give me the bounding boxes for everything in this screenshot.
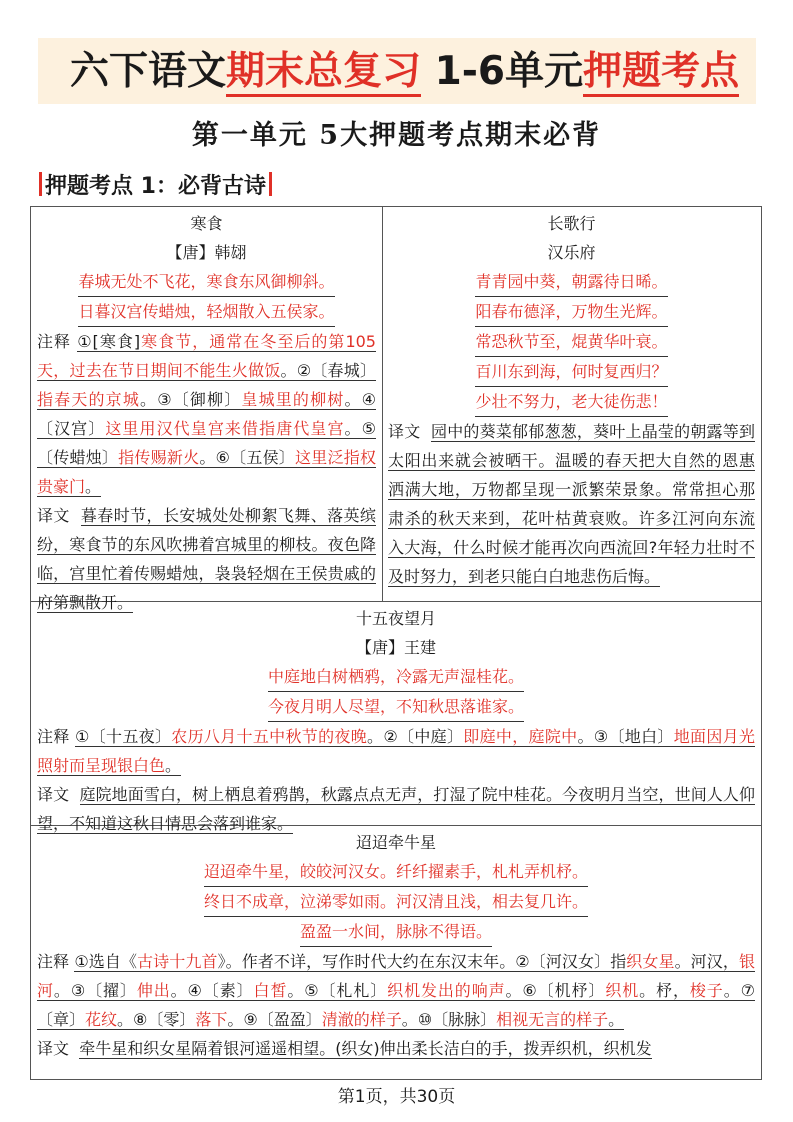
translation-text: 庭院地面雪白，树上栖息着鸦鹊，秋露点点无声，打湿了院中桂花。今夜明月当空，世间人人仰望，不知道这秋日情思会落到谁家。 (37, 785, 755, 833)
note-term: 。⑩〔脉脉〕 (401, 1010, 497, 1029)
note-term: 。⑨〔盈盈〕 (227, 1010, 322, 1029)
note-term: 。②〔春城〕 (280, 361, 376, 380)
note-term: 。③〔擢〕 (53, 981, 137, 1000)
poem-notes (37, 947, 755, 1034)
poem-translation (37, 1034, 755, 1063)
page-title (70, 44, 739, 100)
notes-label: 注释 (37, 332, 72, 351)
title-part-4: 押题考点 (583, 49, 739, 97)
translation-label: 译文 (37, 785, 70, 804)
note-answer: 相视无言的样子 (496, 1010, 609, 1029)
note-answer: 古诗十九首 (137, 952, 218, 971)
note-term: 。③〔御柳〕 (140, 390, 242, 409)
note-answer: 落下 (195, 1010, 228, 1029)
poem-line: 常恐秋节至，焜黄华叶衰。 (475, 327, 667, 357)
note-answer: 织女星 (626, 952, 675, 971)
note-term: 。 (85, 477, 102, 496)
translation-label: 译文 (37, 1039, 70, 1058)
poem-line: 盈盈一水间，脉脉不得语。 (300, 917, 492, 947)
translation-text: 牵牛星和织女星隔着银河遥遥相望。(织女)伸出柔长洁白的手，拨弄织机，织机发 (79, 1039, 652, 1058)
note-answer: 皇城里的柳树 (241, 390, 345, 409)
title-part-3: 1-6单元 (421, 49, 584, 94)
translation-label: 译文 (37, 506, 70, 525)
poem-line: 日暮汉宫传蜡烛，轻烟散入五侯家。 (78, 297, 334, 327)
translation-text: 园中的葵菜郁郁葱葱，葵叶上晶莹的朝露等到太阳出来就会被晒干。温暖的春天把大自然的恩惠洒满大地，万物都呈现一派繁荣景象。常常担心那肃杀的秋天来到，花叶枯黄衰败。许多江河向东流入大海，什么时候才能再次向西流回?年轻力壮时不及时努力，到老只能白白地悲伤后悔。 (388, 422, 755, 586)
section-label: 押题考点 1：必背古诗 (45, 174, 266, 199)
section-bar-right (269, 172, 272, 196)
poem-line: 迢迢牵牛星，皎皎河汉女。纤纤擢素手，札札弄机杼。 (204, 857, 588, 887)
note-answer: 寒食节，通常在冬至后的第105天，过去在节日期间不能生火做饭 (37, 332, 376, 380)
note-term: 。②〔中庭〕 (367, 727, 464, 746)
poem-cell-changgexing (388, 209, 755, 591)
note-answer: 白皙 (253, 981, 288, 1000)
notes-label: 注释 (37, 727, 70, 746)
note-answer: 指春天的京城 (37, 390, 141, 409)
note-answer: 银河 (37, 952, 755, 1000)
note-answer: 地面因月光照射而呈现银白色 (37, 727, 755, 775)
poem-cell-shiwuye (37, 604, 755, 838)
poem-line: 中庭地白树栖鸦，冷露无声湿桂花。 (268, 662, 524, 692)
note-term: 。 (608, 1010, 625, 1029)
note-term: 。③〔地白〕 (577, 727, 674, 746)
poem-line: 阳春布德泽，万物生光辉。 (475, 297, 667, 327)
note-term: 。 (165, 756, 182, 775)
title-part-1: 六下语文 (70, 49, 227, 94)
note-term: 。④〔汉宫〕 (37, 390, 376, 438)
poem-line: 青青园中葵，朝露待日晞。 (475, 267, 667, 297)
note-term: 。⑤〔札札〕 (287, 981, 388, 1000)
poem-cell-hanshi (37, 209, 376, 617)
poem-title: 寒食 (190, 214, 223, 233)
note-term: 。⑦〔章〕 (37, 981, 755, 1029)
poem-author: 【唐】韩翃 (166, 243, 247, 262)
note-term: ①选自《 (74, 952, 138, 971)
unit-subtitle: 第一单元 5大押题考点期末必背 (191, 120, 602, 151)
poem-table (30, 206, 762, 1080)
poem-line: 今夜月明人尽望，不知秋思落谁家。 (268, 692, 524, 722)
translation-label: 译文 (388, 422, 421, 441)
column-divider (382, 207, 383, 601)
translation-text: 暮春时节，长安城处处柳絮飞舞、落英缤纷，寒食节的东风吹拂着宫城里的柳枝。夜色降临，宫里忙着传赐蜡烛，袅袅轻烟在王侯贵戚的府第飘散开。 (37, 506, 376, 612)
note-answer: 这里用汉代皇宫来借指唐代皇宫 (105, 419, 345, 438)
note-answer: 清澈的样子 (321, 1010, 402, 1029)
section-bar-left (39, 172, 42, 196)
poem-line: 少壮不努力，老大徒伤悲！ (475, 387, 667, 417)
note-term: ①〔十五夜〕 (75, 727, 172, 746)
note-answer: 花纹 (85, 1010, 118, 1029)
poem-notes (37, 327, 376, 501)
note-term: 。⑧〔零〕 (117, 1010, 196, 1029)
note-answer: 伸出 (136, 981, 171, 1000)
note-answer: 梭子 (689, 981, 724, 1000)
page-number: 第1页，共30页 (337, 1087, 456, 1107)
note-answer: 即庭中，庭院中 (463, 727, 578, 746)
note-answer: 指传赐新火 (118, 448, 200, 467)
poem-author: 【唐】王建 (355, 638, 436, 657)
note-answer: 织机发出的响声 (387, 981, 506, 1000)
poem-author: 汉乐府 (547, 243, 596, 262)
note-term: 。⑥〔机杼〕 (505, 981, 606, 1000)
poem-notes (37, 722, 755, 780)
section-heading (36, 170, 275, 204)
note-term: 。⑤〔传蜡烛〕 (37, 419, 376, 467)
title-part-2: 期末总复习 (226, 49, 421, 97)
note-term: 。杼， (639, 981, 690, 1000)
poem-line: 春城无处不飞花，寒食东风御柳斜。 (78, 267, 334, 297)
note-term: 》。作者不详，写作时代大约在东汉末年。②〔河汉女〕指 (217, 952, 627, 971)
note-answer: 农历八月十五中秋节的夜晚 (171, 727, 368, 746)
notes-label: 注释 (37, 952, 70, 971)
note-answer: 织机 (605, 981, 640, 1000)
poem-title: 十五夜望月 (355, 609, 436, 628)
note-term: 。河汉， (674, 952, 739, 971)
poem-translation (388, 417, 755, 591)
poem-title: 迢迢牵牛星 (355, 833, 436, 852)
poem-line: 百川东到海，何时复西归？ (475, 357, 667, 387)
poem-line: 终日不成章，泣涕零如雨。河汉清且浅，相去复几许。 (204, 887, 588, 917)
poem-translation (37, 501, 376, 617)
poem-cell-tiaotiao (37, 828, 755, 1063)
poem-title: 长歌行 (547, 214, 596, 233)
note-term: 。⑥〔五侯〕 (199, 448, 296, 467)
note-term: ①[寒食] (77, 332, 141, 351)
note-term: 。④〔素〕 (170, 981, 254, 1000)
note-answer: 这里泛指权贵豪门 (37, 448, 376, 496)
